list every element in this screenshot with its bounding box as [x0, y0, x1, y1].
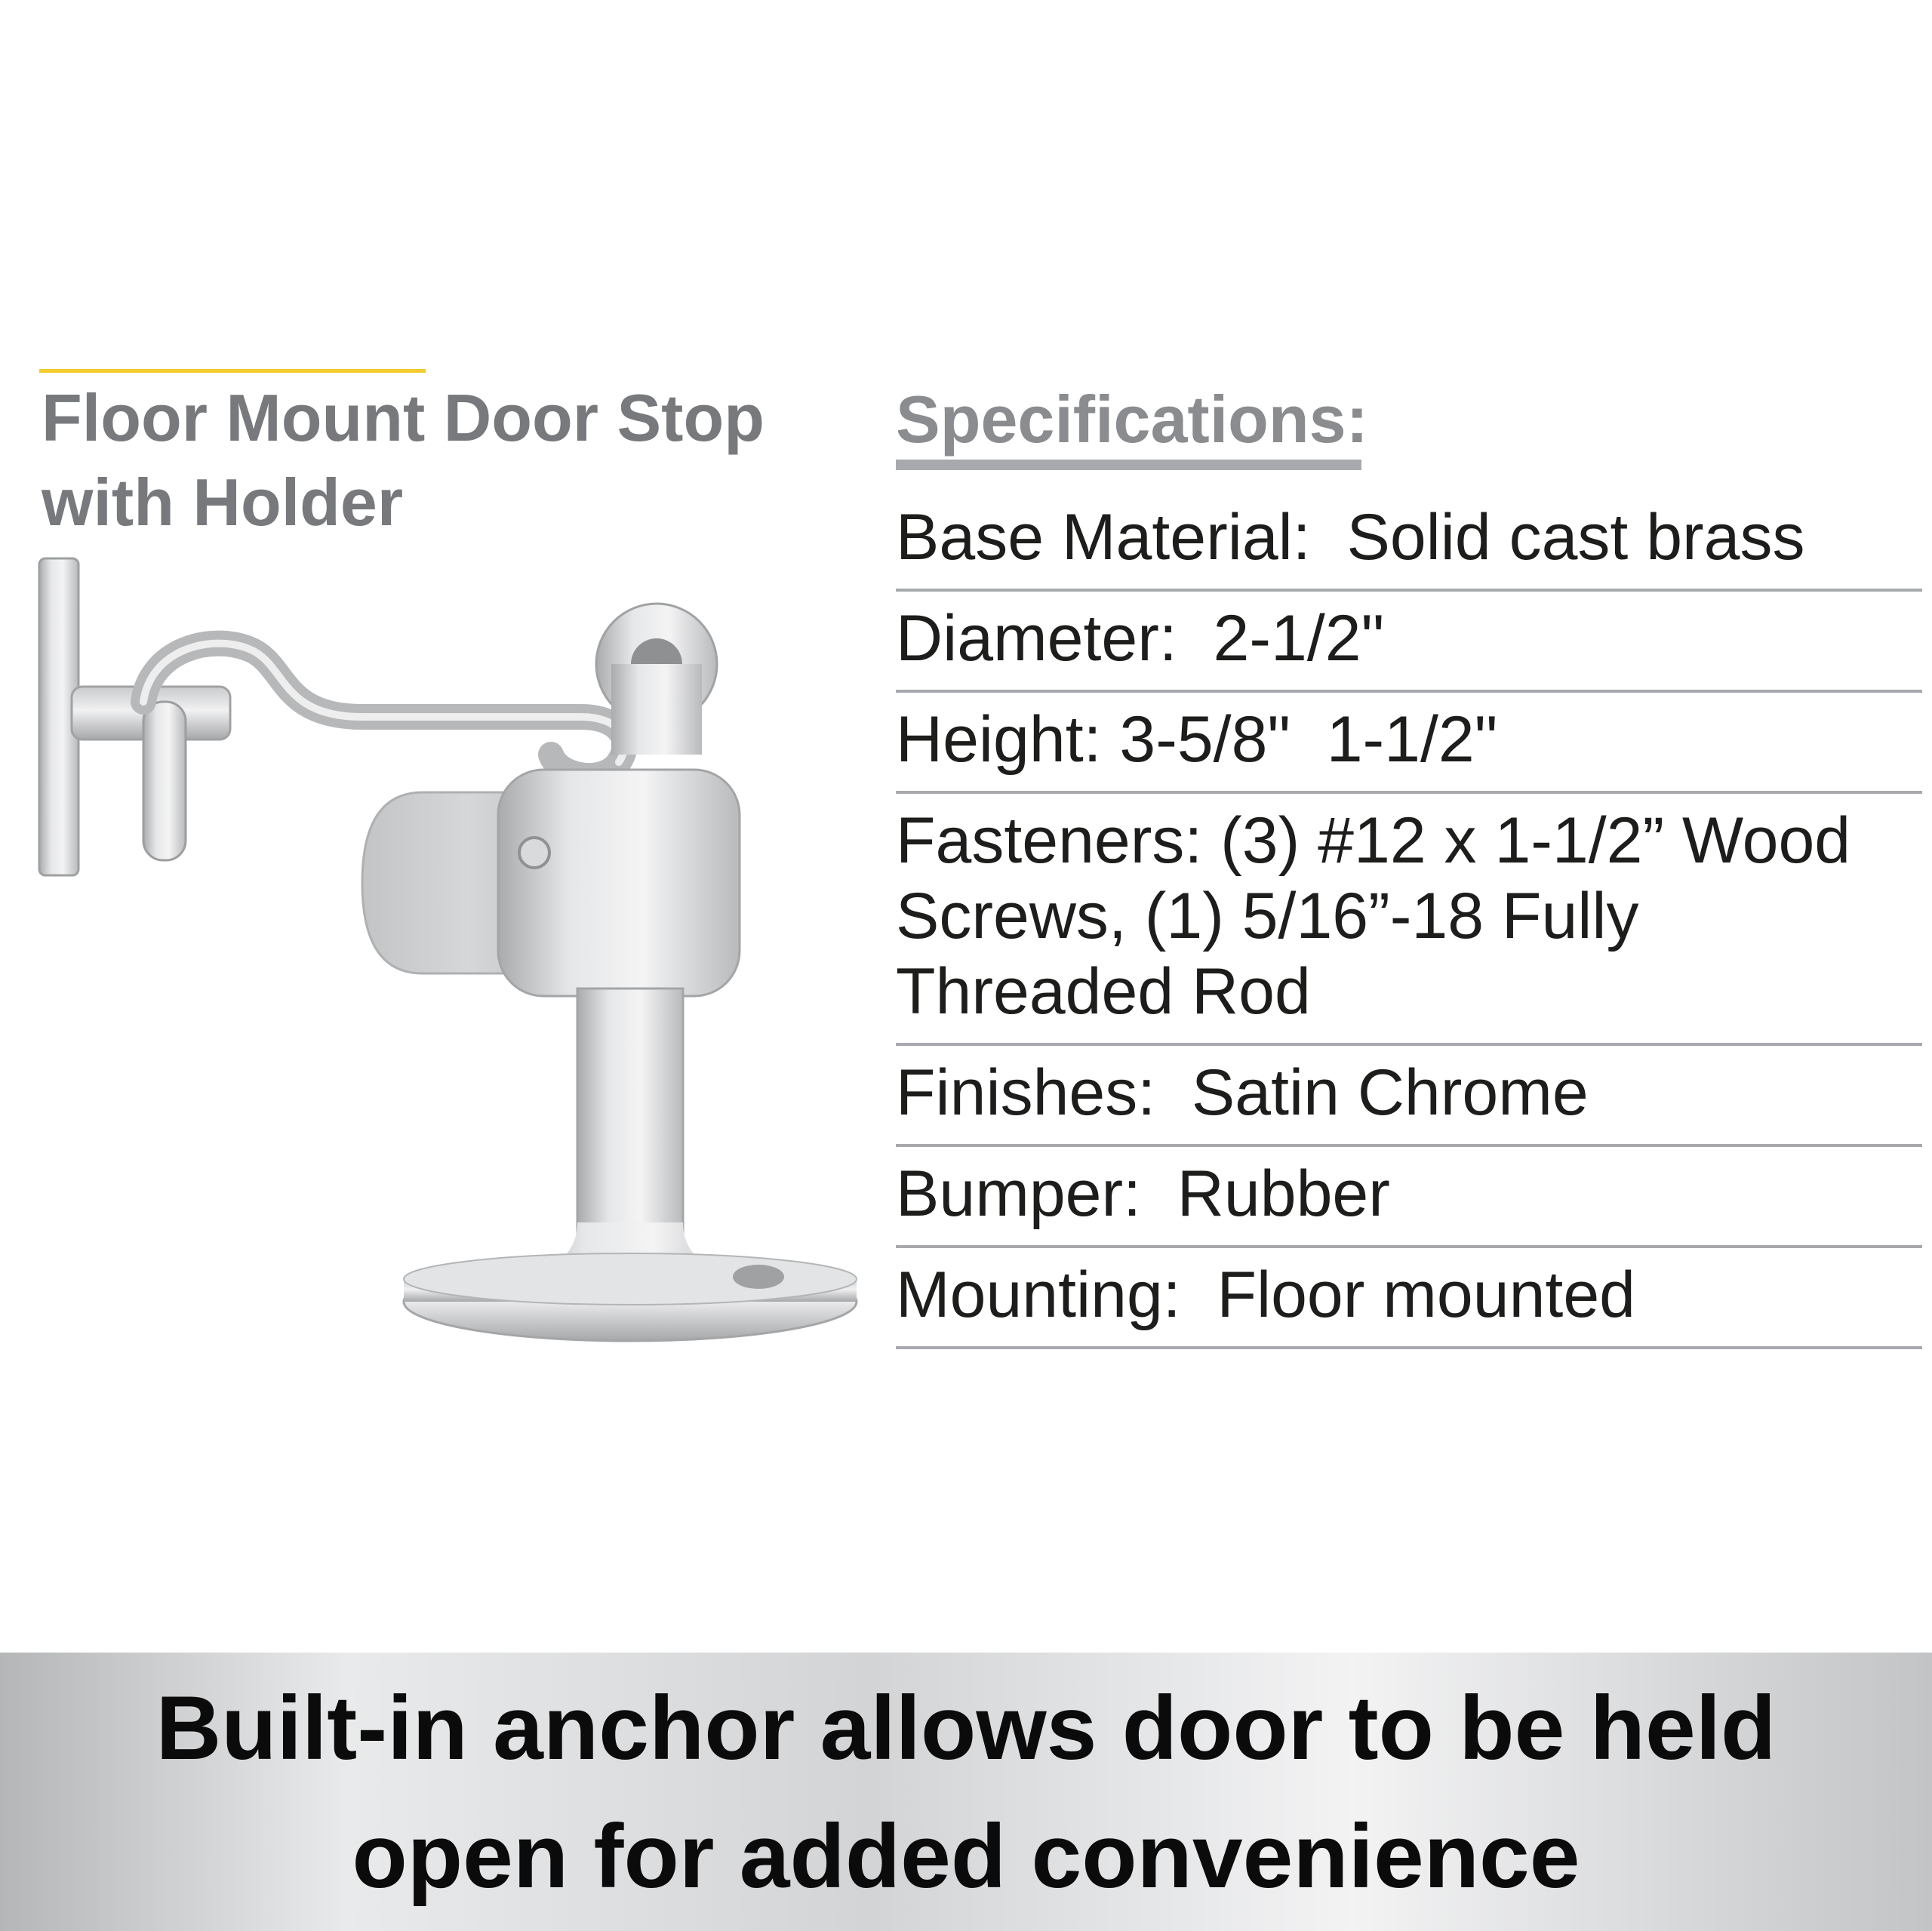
specifications-list [896, 490, 1922, 1349]
spec-line: Threaded Rod [896, 955, 1311, 1028]
spec-row-fasteners [896, 794, 1922, 1046]
feature-banner-text [156, 1664, 1777, 1920]
stop-housing [498, 770, 740, 996]
set-screw [519, 838, 549, 868]
product-title-line-2: with Holder [42, 465, 404, 540]
spec-line: Bumper: Rubber [896, 1158, 1390, 1230]
spec-line: Finishes: Satin Chrome [896, 1056, 1589, 1129]
spec-row-diameter [896, 592, 1922, 693]
spec-row-height [896, 693, 1922, 794]
spec-line: Mounting: Floor mounted [896, 1259, 1635, 1331]
spec-line: Screws, (1) 5/16”-18 Fully [896, 880, 1639, 952]
feature-banner-line-1: Built-in anchor allows door to be held [155, 1677, 1777, 1779]
specifications-heading: Specifications: [896, 382, 1368, 457]
spec-row-base-material [896, 490, 1922, 592]
base-screw-hole [733, 1265, 784, 1289]
accent-rule [39, 369, 426, 373]
spec-row-finishes [896, 1046, 1922, 1147]
spec-line: Height: 3-5/8" 1-1/2" [896, 703, 1498, 776]
door-stop-with-holder-icon [30, 543, 860, 1351]
feature-banner [0, 1653, 1932, 1931]
product-title-line-1: Floor Mount Door Stop [42, 380, 764, 455]
spec-line: Diameter: 2-1/2" [896, 602, 1385, 675]
specifications-heading-underline [896, 460, 1361, 470]
spec-line: Base Material: Solid cast brass [896, 501, 1805, 573]
plate-pin [143, 702, 186, 860]
spec-line: Fasteners: (3) #12 x 1-1/2” Wood [896, 804, 1851, 877]
spec-row-bumper [896, 1147, 1922, 1248]
feature-banner-line-2: open for added convenience [352, 1805, 1580, 1907]
spec-row-mounting [896, 1248, 1922, 1349]
product-title [42, 376, 857, 545]
